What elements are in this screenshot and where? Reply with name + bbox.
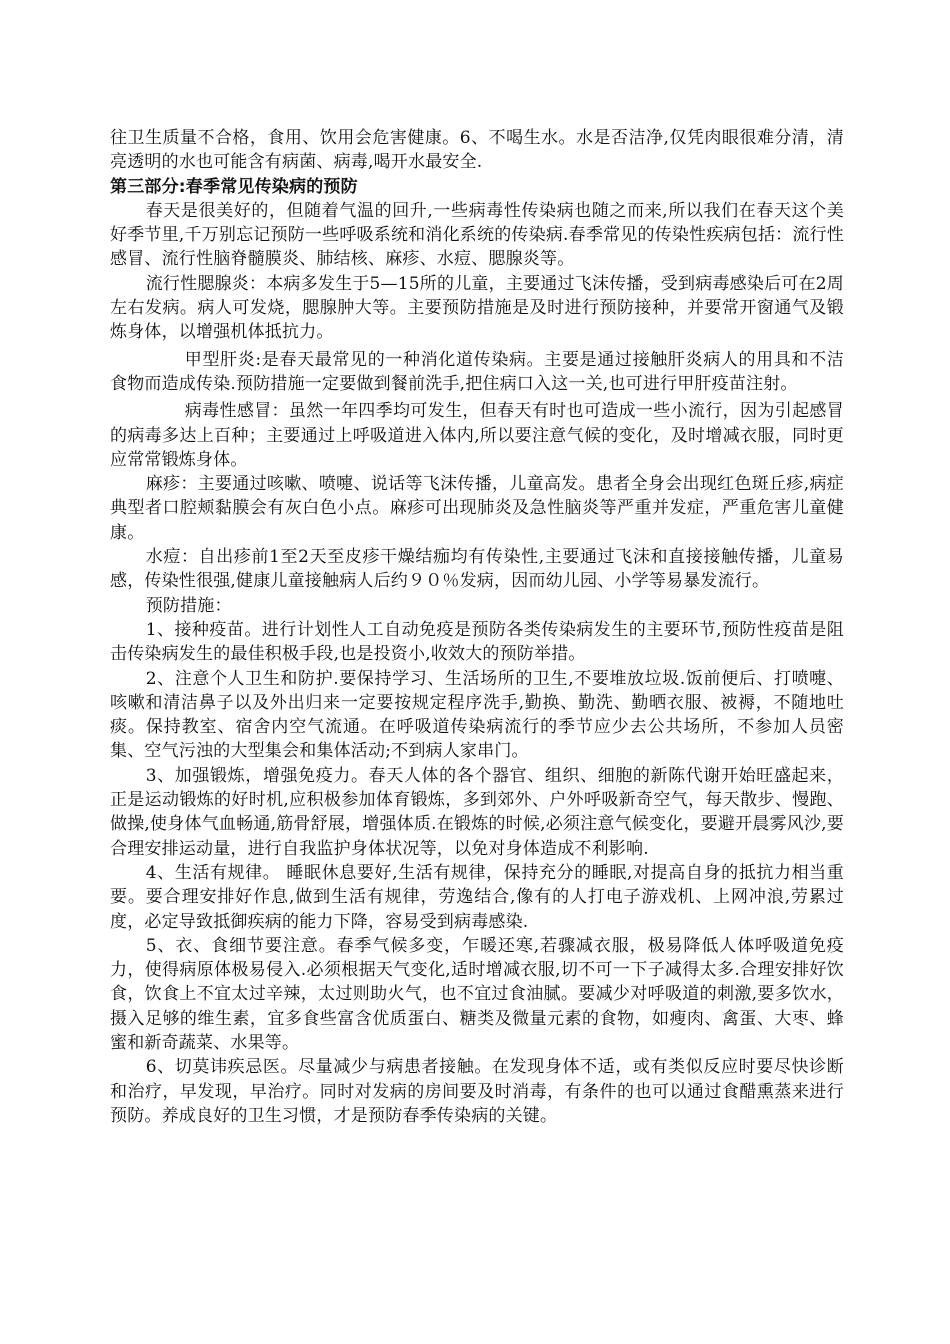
hepatitis-a-paragraph: 甲型肝炎:是春天最常见的一种消化道传染病。主要是通过接触肝炎病人的用具和不洁食物而造成传染.预防措施一定要做到餐前洗手,把住病口入这一关,也可进行甲肝疫苗注射。 [110,349,844,394]
intro-continuation-paragraph: 往卫生质量不合格，食用、饮用会危害健康。6、不喝生水。水是否洁净,仅凭肉眼很难分清，清亮透明的水也可能含有病菌、病毒,喝开水最安全. [110,128,844,173]
measure-6-paragraph: 6、切莫讳疾忌医。尽量减少与病患者接触。在发现身体不适，或有类似反应时要尽快诊断和治疗，早发现，早治疗。同时对发病的房间要及时消毒，有条件的也可以通过食醋熏蒸来进行预防。养成良好的卫生习惯，才是预防春季传染病的关键。 [110,1057,844,1126]
measles-paragraph: 麻疹：主要通过咳嗽、喷嚏、说话等飞沫传播，儿童高发。患者全身会出现红色斑丘疹,病症典型者口腔颊黏膜会有灰白色小点。麻疹可出现肺炎及急性脑炎等严重并发症，严重危害儿童健康。 [110,474,844,543]
measure-5-paragraph: 5、衣、食细节要注意。春季气候多变，乍暖还寒,若骤减衣服，极易降低人体呼吸道免疫力，使得病原体极易侵入.必须根据天气变化,适时增减衣服,切不可一下子减得太多.合理安排好饮食，饮食上不宜太过辛辣，太过则助火气，也不宜过食油腻。要减少对呼吸道的刺激,要多饮水，摄入足够的维生素，宜多食些富含优质蛋白、糖类及微量元素的食物，如瘦肉、禽蛋、大枣、蜂蜜和新奇蔬菜、水果等。 [110,935,844,1053]
document-body [110,126,844,1128]
section-heading: 第三部分:春季常见传染病的预防 [110,176,358,197]
measure-3-paragraph: 3、加强锻炼，增强免疫力。春天人体的各个器官、组织、细胞的新陈代谢开始旺盛起来，正是运动锻炼的好时机,应积极参加体育锻炼，多到郊外、户外呼吸新奇空气，每天散步、慢跑、做操,使身体气血畅通,筋骨舒展，增强体质.在锻炼的时候,必须注意气候变化，要避开晨雾风沙,要合理安排运动量，进行自我监护身体状况等，以免对身体造成不利影响. [110,765,844,859]
measure-2-paragraph: 2、注意个人卫生和防护.要保持学习、生活场所的卫生,不要堆放垃圾.饭前便后、打喷嚏、咳嗽和清洁鼻子以及外出归来一定要按规定程序洗手,勤换、勤洗、勤晒衣服、被褥，不随地吐痰。保持教室、宿舍内空气流通。在呼吸道传染病流行的季节应少去公共场所，不参加人员密集、空气污浊的大型集会和集体活动;不到病人家串门。 [110,668,844,762]
spring-intro-paragraph: 春天是很美好的，但随着气温的回升,一些病毒性传染病也随之而来,所以我们在春天这个美好季节里,千万别忘记预防一些呼吸系统和消化系统的传染病.春季常见的传染性疾病包括：流行性感冒、流行性脑脊髓膜炎、肺结核、麻疹、水痘、腮腺炎等。 [110,200,844,270]
influenza-paragraph: 病毒性感冒：虽然一年四季均可发生，但春天有时也可造成一些小流行，因为引起感冒的病毒多达上百种；主要通过上呼吸道进入体内,所以要注意气候的变化，及时增减衣服，同时更应常常锻炼身体。 [110,401,844,470]
measure-4-paragraph: 4、生活有规律。 睡眠休息要好,生活有规律，保持充分的睡眠,对提高自身的抵抗力相当重要。要合理安排好作息,做到生活有规律，劳逸结合,像有的人打电子游戏机、上网冲浪,劳累过度，必定导致抵御疾病的能力下降，容易受到病毒感染. [110,862,844,932]
mumps-paragraph: 流行性腮腺炎：本病多发生于5—15所的儿童，主要通过飞沫传播，受到病毒感染后可在2周左右发病。病人可发烧，腮腺肿大等。主要预防措施是及时进行预防接种，并要常开窗通气及锻炼身体，以增强机体抵抗力。 [110,273,844,343]
measure-1-paragraph: 1、接种疫苗。进行计划性人工自动免疫是预防各类传染病发生的主要环节,预防性疫苗是阻击传染病发生的最佳积极手段,也是投资小,收效大的预防举措。 [110,619,844,665]
chickenpox-paragraph: 水痘：自出疹前1至2天至皮疹干燥结痂均有传染性,主要通过飞沫和直接接触传播，儿童易感，传染性很强,健康儿童接触病人后约９０％发病，因而幼儿园、小学等易暴发流行。 [110,547,844,592]
measures-label: 预防措施： [145,595,232,616]
